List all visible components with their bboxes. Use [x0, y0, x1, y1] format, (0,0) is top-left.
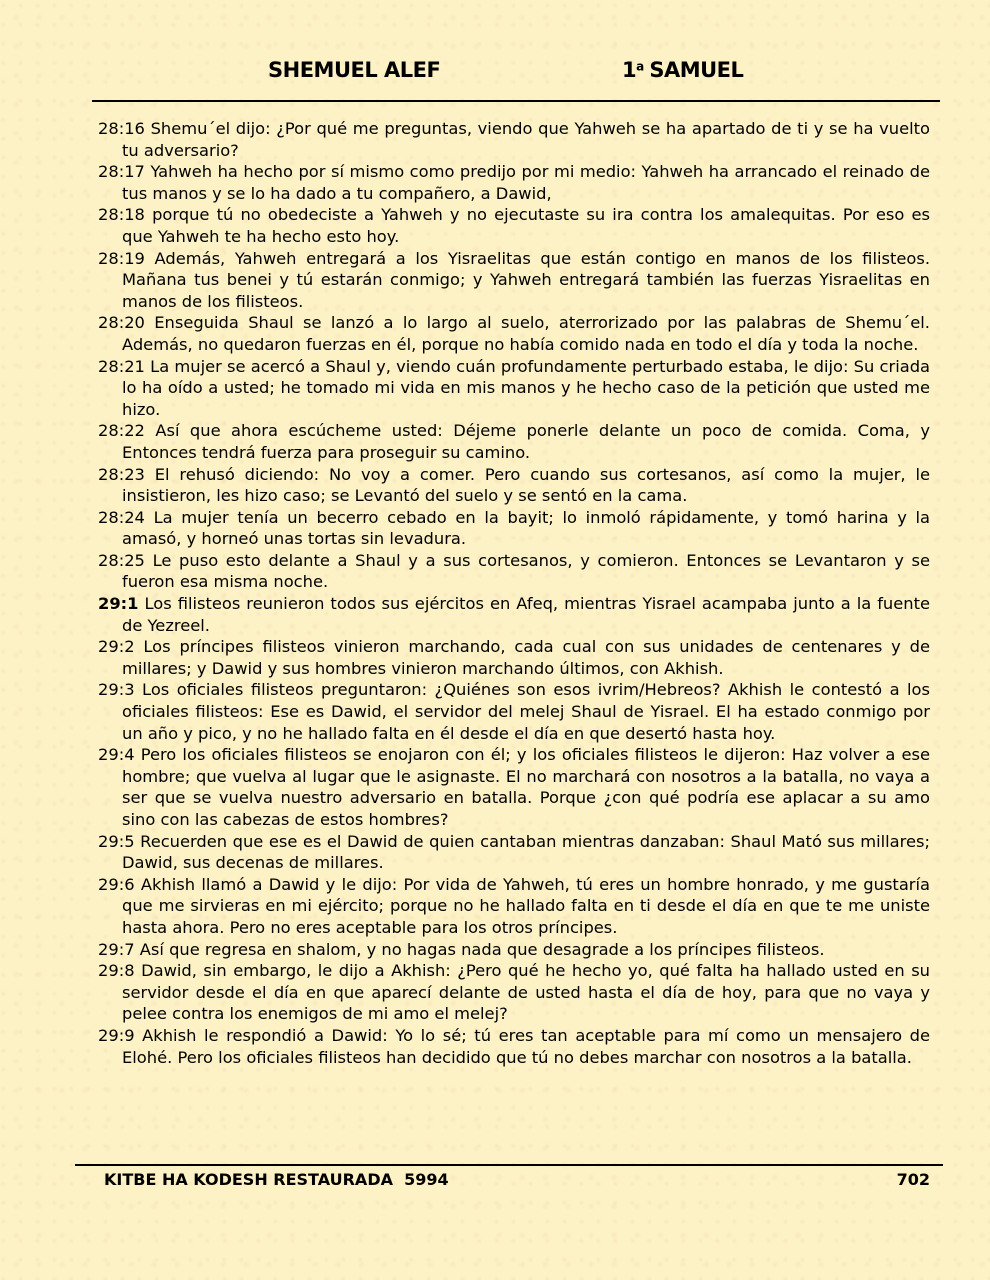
page-number: 702: [896, 1170, 930, 1189]
verse-text: Dawid, sin embargo, le dijo a Akhish: ¿Pero qué he hecho yo, qué falta ha hallado usted en su servidor desde el día en que aparecí delante de usted hasta el día de hoy, para que no vaya y pelee contra los enemigos de mi amo el melej?: [122, 961, 930, 1024]
page-footer: [104, 1170, 930, 1194]
verse-text: Así que regresa en shalom, y no hagas nada que desagrade a los príncipes filisteos.: [139, 939, 825, 959]
verse-ref: 28:17: [98, 162, 145, 182]
verse: [98, 248, 930, 313]
verse-ref: 29:5: [98, 831, 135, 851]
verse-ref: 29:2: [98, 637, 135, 657]
verse-ref: 28:25: [98, 550, 145, 570]
verse: [98, 118, 930, 161]
verse: [98, 960, 930, 1025]
verse-ref: 29:9: [98, 1025, 135, 1045]
verse: [98, 874, 930, 939]
verse-text: Yahweh ha hecho por sí mismo como predijo por mi medio: Yahweh ha arrancado el reinado de tus manos y se lo ha dado a tu compañero, a Dawid,: [122, 162, 930, 203]
verse-text: Además, Yahweh entregará a los Yisraelitas que están contigo en manos de los filisteos. Mañana tus benei y tú estarán conmigo; y Yahweh entregará también las fuerzas Yisraelitas en manos de los filisteos.: [122, 248, 930, 311]
verse-text: Los príncipes filisteos vinieron marchando, cada cual con sus unidades de centenares y de millares; y Dawid y sus hombres vinieron marchando últimos, con Akhish.: [122, 637, 930, 678]
verse-text: Los oficiales filisteos preguntaron: ¿Quiénes son esos ivrim/Hebreos? Akhish le contestó a los oficiales filisteos: Ese es Dawid, el servidor del melej Shaul de Yisrael. El ha estado conmigo por un año y pico, y no he hallado falta en él desde el día en que desertó hasta hoy.: [122, 680, 930, 743]
verse-ref: 28:20: [98, 313, 145, 333]
verse-text: Los filisteos reunieron todos sus ejércitos en Afeq, mientras Yisrael acampaba junto a la fuente de Yezreel.: [122, 594, 930, 635]
verse-text: Recuerden que ese es el Dawid de quien cantaban mientras danzaban: Shaul Mató sus millares; Dawid, sus decenas de millares.: [122, 831, 930, 873]
verse-ref: 28:19: [98, 248, 145, 268]
verse-text: Le puso esto delante a Shaul y a sus cortesanos, y comieron. Entonces se Levantaron y se fueron esa misma noche.: [122, 550, 931, 592]
verse-text: Así que ahora escúcheme usted: Déjeme ponerle delante un poco de comida. Coma, y Entonces tendrá fuerza para proseguir su camino.: [122, 421, 930, 462]
book-number: 1: [622, 58, 637, 82]
verse-text: porque tú no obedeciste a Yahweh y no ejecutaste su ira contra los amalequitas. Por eso es que Yahweh te ha hecho esto hoy.: [122, 205, 930, 246]
verse: [98, 939, 930, 961]
verse-ref: 28:21: [98, 356, 145, 376]
verse-ref: 28:24: [98, 507, 145, 527]
footer-publication-title: KITBE HA KODESH RESTAURADA 5994: [104, 1170, 449, 1189]
book-title-hebrew-text: SHEMUEL ALEF: [268, 58, 441, 82]
verse: [98, 636, 930, 679]
verse: [98, 550, 930, 593]
page-header: [92, 58, 940, 92]
verse-text: Shemu´el dijo: ¿Por qué me preguntas, viendo que Yahweh se ha apartado de ti y se ha vuelto tu adversario?: [122, 119, 930, 160]
verse: [98, 831, 930, 874]
verse: [98, 464, 930, 507]
verse-ref: 28:22: [98, 421, 145, 441]
verse: [98, 312, 930, 355]
verse: [98, 420, 930, 463]
verse-text: Akhish llamó a Dawid y le dijo: Por vida de Yahweh, tú eres un hombre honrado, y me gustaría que me sirvieras en mi ejército; porque no he hallado falta en ti desde el día en que te me uniste hasta ahora. Pero no eres aceptable para los otros príncipes.: [122, 874, 930, 937]
verse: [98, 507, 930, 550]
verse-ref: 29:4: [98, 745, 135, 765]
verse-ref: 29:7: [98, 939, 135, 959]
verse-text: El rehusó diciendo: No voy a comer. Pero cuando sus cortesanos, así como la mujer, le insistieron, les hizo caso; se Levantó del suelo y se sentó en la cama.: [122, 464, 930, 506]
verse-text: Pero los oficiales filisteos se enojaron con él; y los oficiales filisteos le dijeron: Haz volver a ese hombre; que vuelva al lugar que le asignaste. El no marchará con nosotros a la batalla, no vaya a ser que se vuelva nuestro adversario en batalla. Porque ¿con qué podría ese aplacar a su amo sino con las cabezas de estos hombres?: [122, 745, 930, 829]
verse-ref: 29:8: [98, 961, 135, 981]
verse-ref: 28:16: [98, 119, 145, 138]
verse-ref: 29:6: [98, 874, 135, 894]
footer-rule: [75, 1164, 943, 1166]
book-title-hebrew: [268, 58, 440, 82]
verse-ref: 28:18: [98, 205, 145, 225]
verse-text: Enseguida Shaul se lanzó a lo largo al suelo, aterrorizado por las palabras de Shemu´el. Además, no quedaron fuerzas en él, porque no había comido nada en todo el día y toda la noche.: [122, 313, 930, 354]
verse: [98, 204, 930, 247]
verse-list: [98, 118, 930, 1068]
verse: [98, 356, 930, 421]
book-number-ordinal: a: [636, 59, 645, 74]
verse-text: La mujer tenía un becerro cebado en la bayit; lo inmoló rápidamente, y tomó harina y la amasó, y horneó unas tortas sin levadura.: [122, 507, 930, 549]
verse: [98, 679, 930, 744]
verse: [98, 1025, 930, 1068]
verse-text: La mujer se acercó a Shaul y, viendo cuán profundamente perturbado estaba, le dijo: Su criada lo ha oído a usted; he tomado mi vida en mis manos y he hecho caso de la petición que usted me hizo.: [122, 356, 931, 419]
verse-chapter-start: [98, 593, 930, 636]
verse: [98, 161, 930, 204]
verse-ref: 29:3: [98, 680, 135, 700]
verse-ref: 28:23: [98, 464, 145, 484]
book-title-word: SAMUEL: [649, 58, 744, 82]
chapter-start-ref: 29:1: [98, 594, 139, 614]
verse: [98, 744, 930, 830]
book-title-spanish: [622, 58, 743, 82]
verse-text: Akhish le respondió a Dawid: Yo lo sé; tú eres tan aceptable para mí como un mensajero de Elohé. Pero los oficiales filisteos han decidido que tú no debes marchar con nosotros a la batalla.: [122, 1025, 930, 1067]
header-rule: [92, 100, 940, 102]
